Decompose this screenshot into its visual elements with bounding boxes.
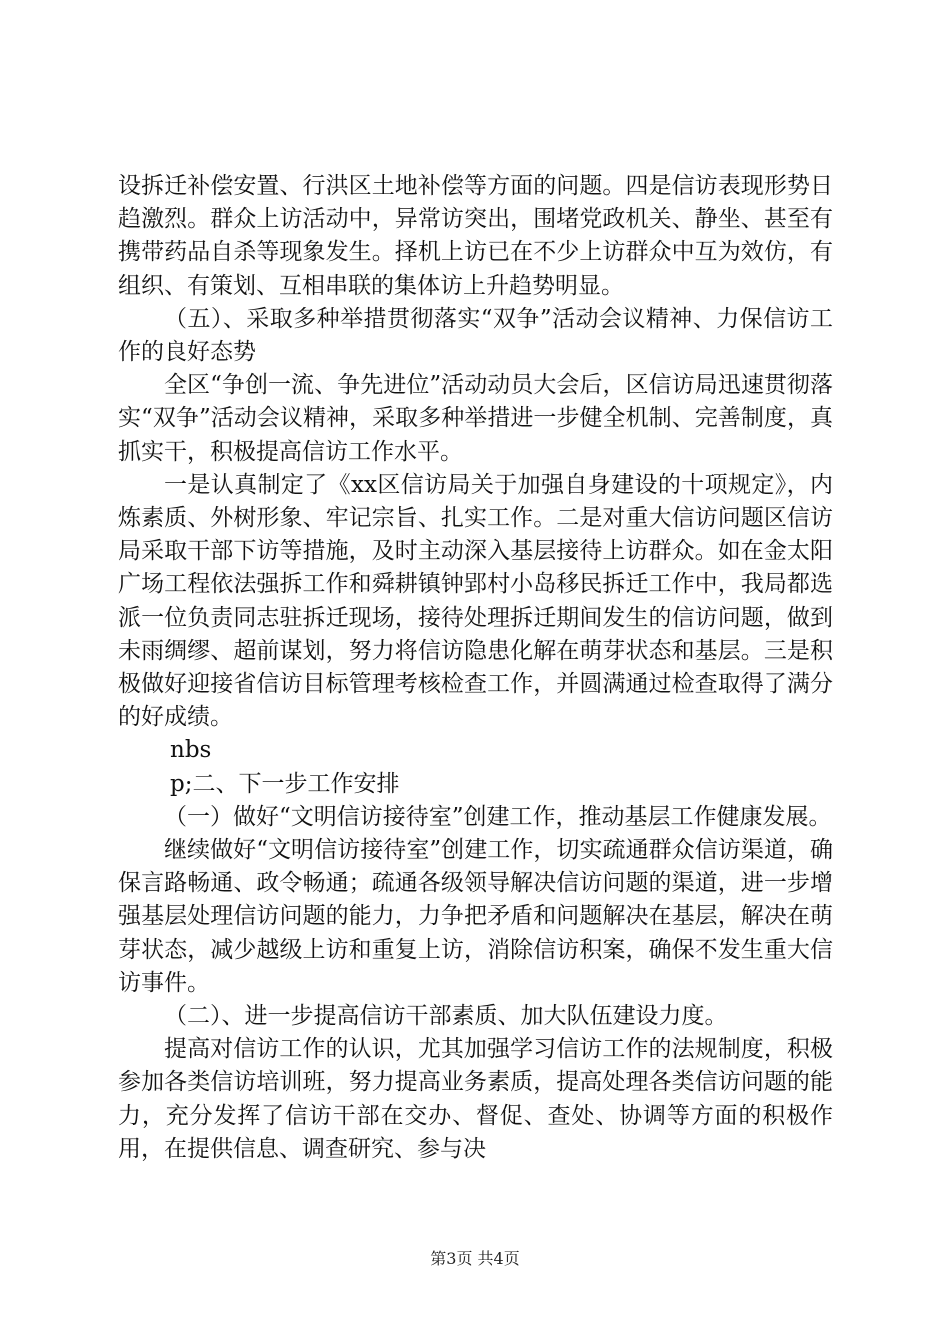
paragraph-artifact-nbs: nbs (170, 737, 212, 764)
section-heading-next-steps: p;二、下一步工作安排 (170, 770, 400, 797)
paragraph-continuation: 设拆迁补偿安置、行洪区土地补偿等方面的问题。四是信访表现形势日趋激烈。群众上访活动中，异常访突出，围堵党政机关、静坐、甚至有携带药品自杀等现象发生。择机上访已在不少上访群众中互为效仿，有组织、有策划、互相串联的集体访上升趋势明显。 (118, 173, 833, 299)
section-heading-five: （五）、采取多种举措贯彻落实“双争”活动会议精神、力保信访工作的良好态势 (118, 305, 833, 366)
document-body (118, 170, 833, 1166)
paragraph-measures: 一是认真制定了《xx区信访局关于加强自身建设的十项规定》，内炼素质、外树形象、牢记宗旨、扎实工作。二是对重大信访问题区信访局采取干部下访等措施，及时主动深入基层接待上访群众。如在金太阳广场工程依法强拆工作和舜耕镇钟郢村小岛移民拆迁工作中，我局都选派一位负责同志驻拆迁现场，接待处理拆迁期间发生的信访问题，做到未雨绸缪、超前谋划，努力将信访隐患化解在萌芽状态和基层。三是积极做好迎接省信访目标管理考核检查工作，并圆满通过检查取得了满分的好成绩。 (118, 471, 833, 731)
paragraph-cadre-quality: 提高对信访工作的认识，尤其加强学习信访工作的法规制度，积极参加各类信访培训班，努力提高业务素质，提高处理各类信访问题的能力，充分发挥了信访干部在交办、督促、查处、协调等方面的积极作用，在提供信息、调查研究、参与决 (118, 1036, 833, 1162)
page-number-footer: 第3页 共4页 (430, 1249, 520, 1268)
paragraph-mobilization: 全区“争创一流、争先进位”活动动员大会后，区信访局迅速贯彻落实“双争”活动会议精神，采取多种举措进一步健全机制、完善制度，真抓实干，积极提高信访工作水平。 (118, 372, 833, 465)
subheading-one: （一）做好“文明信访接待室”创建工作，推动基层工作健康发展。 (164, 803, 832, 830)
subheading-two: （二）、进一步提高信访干部素质、加大队伍建设力度。 (164, 1003, 728, 1030)
paragraph-reception-room: 继续做好“文明信访接待室”创建工作，切实疏通群众信访渠道，确保言路畅通、政令畅通；疏通各级领导解决信访问题的渠道，进一步增强基层处理信访问题的能力，力争把矛盾和问题解决在基层，解决在萌芽状态，减少越级上访和重复上访，消除信访积案，确保不发生重大信访事件。 (118, 837, 833, 996)
